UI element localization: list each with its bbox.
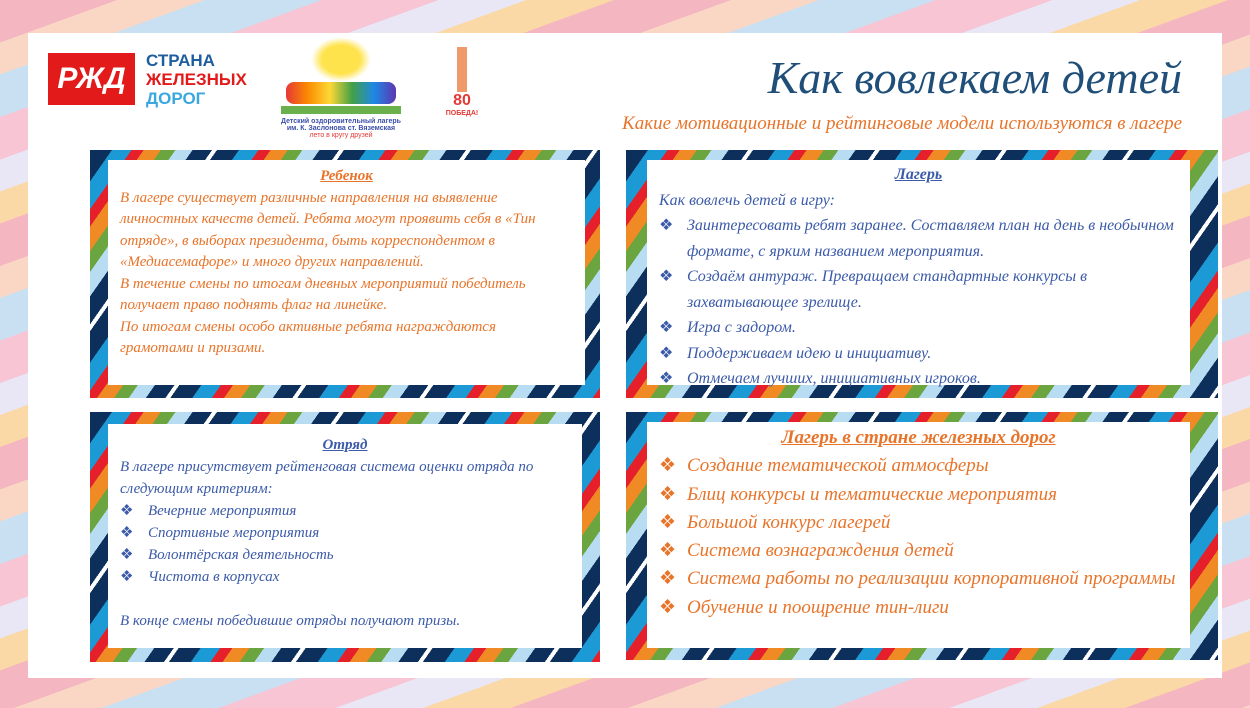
camp-logo — [266, 37, 416, 155]
list-item: ❖ Система вознаграждения детей — [659, 537, 1178, 565]
list-item: ❖ Создаём антураж. Превращаем стандартные конкурсы в захватывающее зрелище. — [659, 264, 1178, 315]
pobeda-text: ПОБЕДА! — [445, 110, 479, 117]
strana-logo — [146, 51, 247, 108]
card-paragraph: В течение смены по итогам дневных мероприятий победитель получает право поднять флаг на линейке. — [120, 275, 526, 313]
card-paragraph: По итогам смены особо активные ребята награждаются грамотами и призами. — [120, 318, 496, 356]
list-item: ❖ Обучение и поощрение тин-лиги — [659, 594, 1178, 622]
list-item: ❖ Игра с задором. — [659, 315, 1178, 341]
logo-line: СТРАНА — [146, 51, 215, 70]
list-item: ❖ Блиц конкурсы и тематические мероприятия — [659, 481, 1178, 509]
logo-line: ЖЕЛЕЗНЫХ — [146, 70, 247, 89]
card-squad — [90, 412, 600, 662]
camp-line: им. К. Заслонова ст. Вяземская — [286, 125, 396, 132]
pobeda-80: 80 — [453, 92, 471, 109]
rzd-logo: РЖД — [48, 53, 135, 105]
list-item: ❖ Чистота в корпусах — [120, 566, 570, 588]
list-item: ❖ Большой конкурс лагерей — [659, 509, 1178, 537]
logo-line: ДОРОГ — [146, 89, 206, 108]
camp-line: Детский оздоровительный лагерь — [281, 118, 401, 125]
list-item: ❖ Отмечаем лучших, инициативных игроков. — [659, 366, 1178, 392]
page-subtitle: Какие мотивационные и рейтинговые модели используются в лагере — [622, 113, 1182, 134]
card-title: Отряд — [322, 437, 368, 453]
camp-line: лето в кругу друзей — [309, 132, 373, 139]
list-item: ❖ Волонтёрская деятельность — [120, 544, 570, 566]
card-camp — [626, 150, 1218, 398]
card-title: Лагерь в стране железных дорог — [781, 427, 1056, 448]
card-child — [90, 150, 600, 398]
pobeda-logo — [442, 47, 482, 127]
children-icon — [286, 82, 396, 104]
list-item: ❖ Система работы по реализации корпоративной программы — [659, 565, 1178, 593]
card-railway-camp — [626, 412, 1218, 660]
sun-icon — [311, 37, 371, 82]
list-item: ❖ Вечерние мероприятия — [120, 500, 570, 522]
card-intro: Как вовлечь детей в игру: — [659, 191, 835, 209]
list-item: ❖ Спортивные мероприятия — [120, 522, 570, 544]
card-outro: В конце смены победившие отряды получают призы. — [120, 613, 461, 629]
page-title: Как вовлекаем детей — [767, 52, 1182, 103]
card-title: Лагерь — [894, 166, 943, 183]
list-item: ❖ Поддерживаем идею и инициативу. — [659, 341, 1178, 367]
list-item: ❖ Создание тематической атмосферы — [659, 452, 1178, 480]
card-paragraph: В лагере существует различные направления на выявление личностных качеств детей. Ребята могут проявить себя в «Тин отряде», в выборах президента, быть корреспондентом в «Медиасемафоре» и много других направлений. — [120, 189, 536, 270]
card-title: Ребенок — [320, 168, 373, 184]
list-item: ❖ Заинтересовать ребят заранее. Составляем план на день в необычном формате, с ярким названием мероприятия. — [659, 213, 1178, 264]
card-intro: В лагере присутствует рейтенговая система оценки отряда по следующим критериям: — [120, 459, 534, 497]
